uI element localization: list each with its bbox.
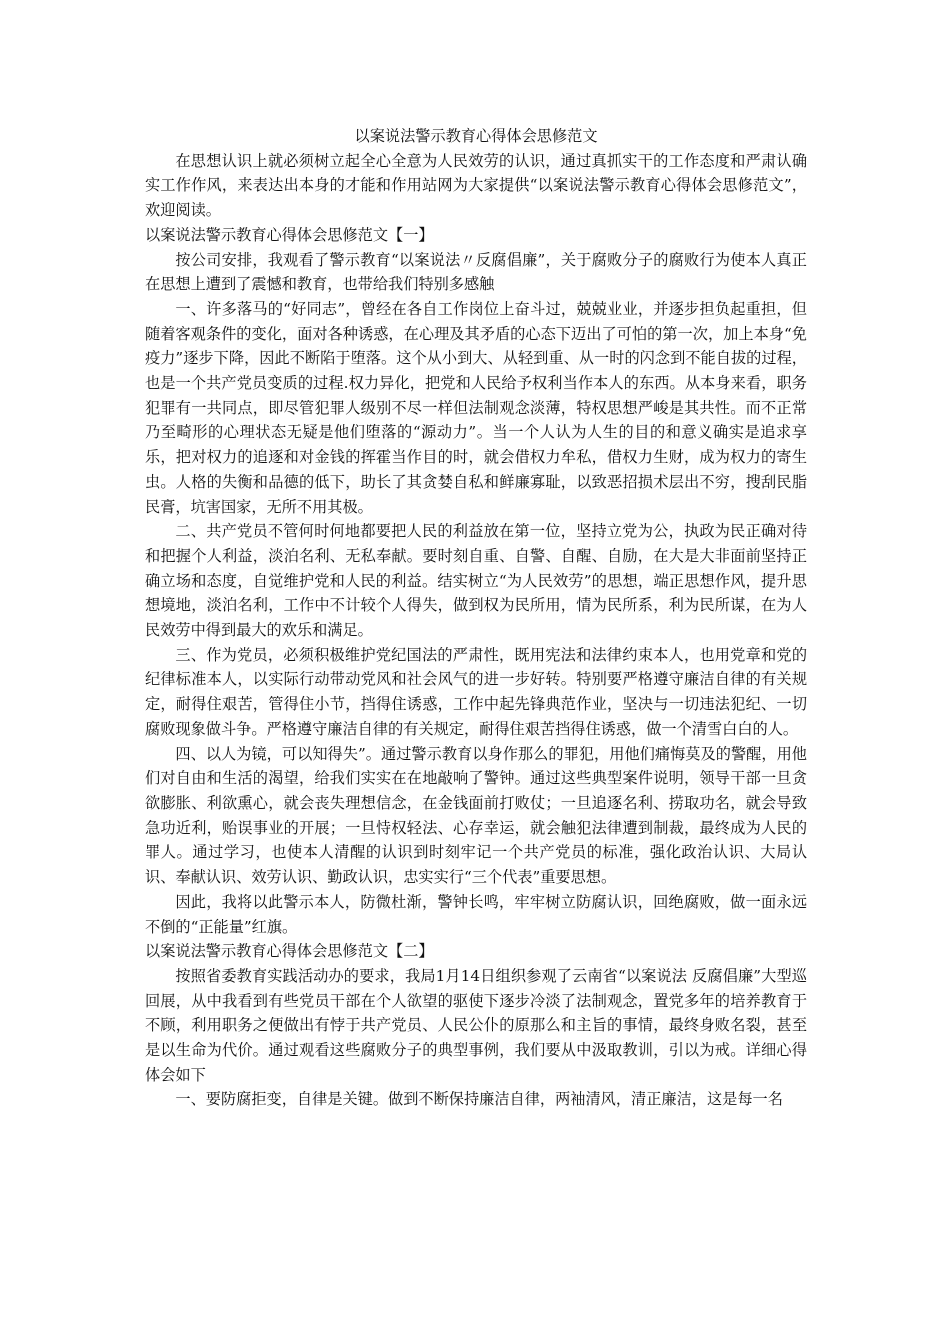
section-2-heading: 以案说法警示教育心得体会思修范文【二】 <box>145 942 434 961</box>
section-1-paragraph: 按公司安排，我观看了警示教育“以案说法〃反腐倡廉”，关于腐败分子的腐败行为使本人真正在思想上遭到了震憾和教育，也带给我们特别多感触 <box>145 250 807 294</box>
section-1-paragraph: 一、许多落马的“好同志”，曾经在各自工作岗位上奋斗过，兢兢业业，并逐步担负起重担，但随着客观条件的变化，面对各种诱惑，在心理及其矛盾的心态下迈出了可怕的第一次，加上本身“免疫力”逐步下降，因此不断陷于堕落。这个从小到大、从轻到重、从一时的闪念到不能自拔的过程，也是一个共产党员变质的过程.权力异化，把党和人民给予权利当作本人的东西。从本身来看，职务犯罪有一共同点，即尽管犯罪人级别不尽一样但法制观念淡薄，特权思想严峻是其共性。而不正常乃至畸形的心理状态无疑是他们堕落的“源动力”。当一个人认为人生的目的和意义确实是追求享乐，把对权力的追逐和对金钱的挥霍当作目的时，就会借权力牟私，借权力生财，成为权力的寄生虫。人格的失衡和品德的低下，助长了其贪婪自私和鲜廉寡耻，以致恶招损术层出不穷，搜刮民脂民膏，坑害国家，无所不用其极。 <box>145 299 807 516</box>
section-1-heading: 以案说法警示教育心得体会思修范文【一】 <box>145 225 434 244</box>
section-1-paragraph: 二、共产党员不管何时何地都要把人民的利益放在第一位，坚持立党为公，执政为民正确对待和把握个人利益，淡泊名利、无私奉献。要时刻自重、自警、自醒、自励，在大是大非面前坚持正确立场和态度，自觉维护党和人民的利益。结实树立“为人民效劳”的思想，端正思想作风，提升思想境地，淡泊名利，工作中不计较个人得失，做到权为民所用，情为民所系，利为民所谋，在为人民效劳中得到最大的欢乐和满足。 <box>145 522 807 640</box>
document-title: 以案说法警示教育心得体会思修范文 <box>354 127 598 145</box>
document-page <box>145 124 807 1112</box>
section-1-paragraph: 三、作为党员，必须积极维护党纪国法的严肃性，既用宪法和法律约束本人，也用党章和党的纪律标准本人，以实际行动带动党风和社会风气的进一步好转。特别要严格遵守廉洁自律的有关规定，耐得住艰苦，管得住小节，挡得住诱惑，工作中起先锋典范作业，坚决与一切违法犯纪、一切腐败现象做斗争。严格遵守廉洁自律的有关规定，耐得住艰苦挡得住诱惑，做一个清雪白白的人。 <box>145 645 807 738</box>
section-2-paragraph: 一、要防腐拒变，自律是关键。做到不断保持廉洁自律，两袖清风，清正廉洁，这是每一名 <box>175 1090 783 1109</box>
section-1-paragraph: 四、以人为镜，可以知得失”。通过警示教育以身作那么的罪犯，用他们痛悔莫及的警醒，用他们对自由和生活的渴望，给我们实实在在地敲响了警钟。通过这些典型案件说明，领导干部一旦贪欲膨胀、利欲熏心，就会丧失理想信念，在金钱面前打败仗；一旦追逐名利、捞取功名，就会导致急功近利，贻误事业的开展；一旦恃权轻法、心存幸运，就会触犯法律遭到制裁，最终成为人民的罪人。通过学习，也使本人清醒的认识到时刻牢记一个共产党员的标准，强化政治认识、大局认识、奉献认识、效劳认识、勤政认识，忠实实行“三个代表”重要思想。 <box>145 744 807 887</box>
section-1-paragraph: 因此，我将以此警示本人，防微杜渐，警钟长鸣，牢牢树立防腐认识，回绝腐败，做一面永远不倒的“正能量”红旗。 <box>145 892 807 936</box>
section-2-paragraph: 按照省委教育实践活动办的要求，我局1月14日组织参观了云南省“以案说法 反腐倡廉”大型巡回展，从中我看到有些党员干部在个人欲望的驱使下逐步冷淡了法制观念，置党多年的培养教育于不顾，利用职务之便做出有悖于共产党员、人民公仆的原那么和主旨的事情，最终身败名裂，甚至是以生命为代价。通过观看这些腐败分子的典型事例，我们要从中汲取教训，引以为戒。详细心得体会如下 <box>145 966 807 1084</box>
intro-paragraph: 在思想认识上就必须树立起全心全意为人民效劳的认识，通过真抓实干的工作态度和严肃认确实工作作风，来表达出本身的才能和作用站网为大家提供“以案说法警示教育心得体会思修范文”，欢迎阅读。 <box>145 151 807 220</box>
